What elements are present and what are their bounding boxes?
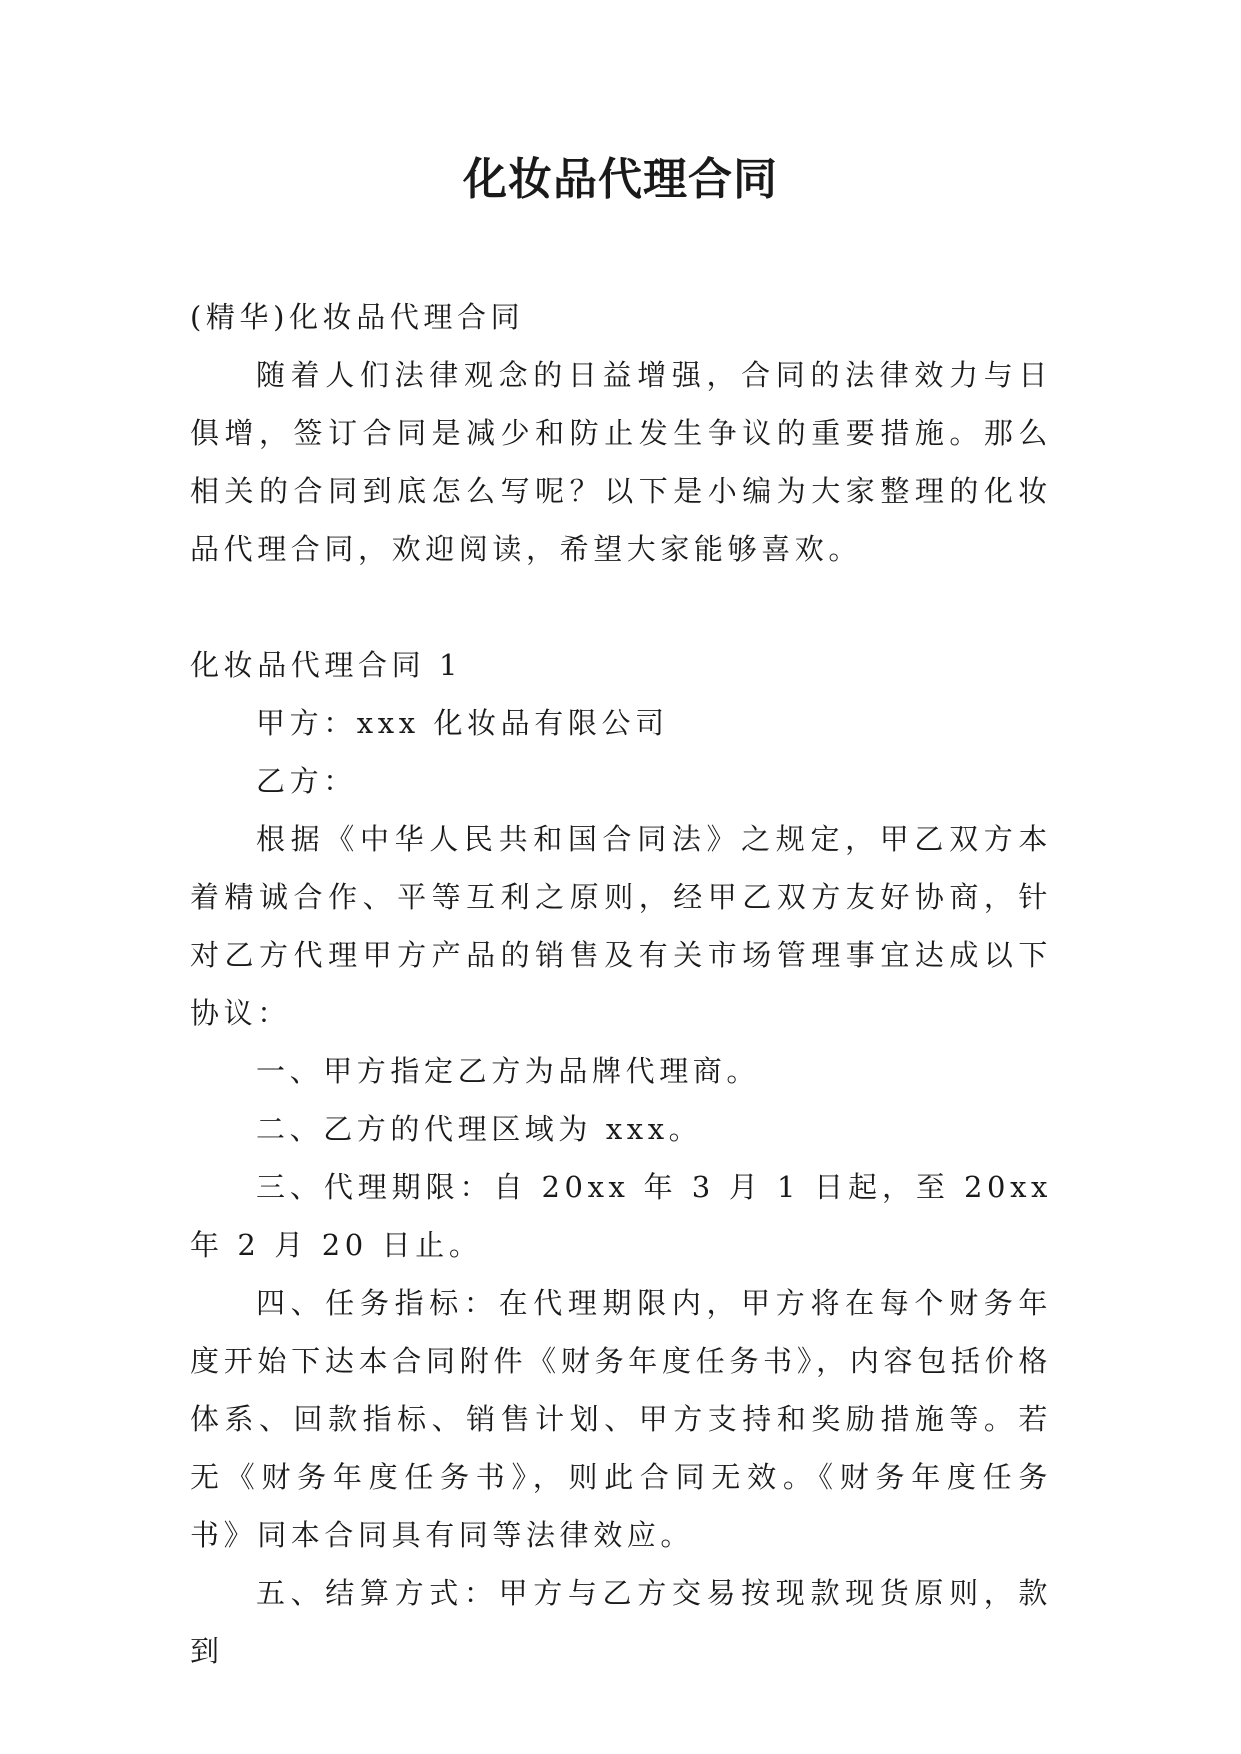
party-b-line: 乙方： xyxy=(256,764,357,798)
clause-2: 二、乙方的代理区域为 xxx。 xyxy=(256,1112,703,1146)
section-heading: 化妆品代理合同 1 xyxy=(190,648,463,682)
paragraph-preamble: 根据《中华人民共和国合同法》之规定，甲乙双方本着精诚合作、平等互利之原则，经甲乙双方友好协商，针对乙方代理甲方产品的销售及有关市场管理事宜达成以下协议： xyxy=(190,822,1052,1030)
clause-1: 一、甲方指定乙方为品牌代理商。 xyxy=(256,1054,761,1088)
paragraph-intro: 随着人们法律观念的日益增强，合同的法律效力与日俱增，签订合同是减少和防止发生争议的重要措施。那么相关的合同到底怎么写呢？以下是小编为大家整理的化妆品代理合同，欢迎阅读，希望大家能够喜欢。 xyxy=(190,358,1052,566)
party-a-line: 甲方：xxx 化妆品有限公司 xyxy=(256,706,669,740)
clause-4: 四、任务指标：在代理期限内，甲方将在每个财务年度开始下达本合同附件《财务年度任务书》，内容包括价格体系、回款指标、销售计划、甲方支持和奖励措施等。若无《财务年度任务书》，则此合同无效。《财务年度任务书》同本合同具有同等法律效应。 xyxy=(190,1286,1052,1552)
document-body xyxy=(190,288,1052,1680)
clause-3: 三、代理期限：自 20xx 年 3 月 1 日起，至 20xx 年 2 月 20 日止。 xyxy=(190,1170,1052,1262)
paragraph-spacer xyxy=(190,578,1052,636)
document-title: 化妆品代理合同 xyxy=(463,154,778,205)
paragraph-subtitle: (精华)化妆品代理合同 xyxy=(190,300,525,334)
clause-5: 五、结算方式：甲方与乙方交易按现款现货原则，款到 xyxy=(190,1576,1052,1668)
